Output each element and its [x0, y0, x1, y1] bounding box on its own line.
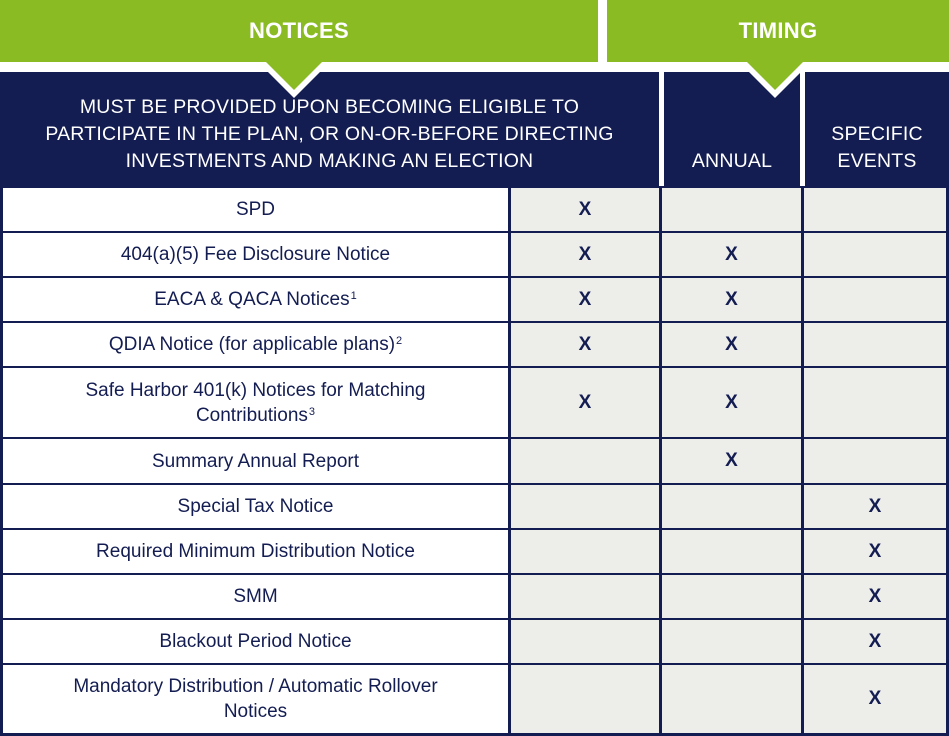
notice-name: EACA & QACA Notices$^1$	[3, 278, 508, 321]
eligibility-mark: X	[511, 233, 659, 276]
eligibility-header-line: PARTICIPATE IN THE PLAN, OR ON-OR-BEFORE DIRECTING	[45, 123, 614, 145]
notice-name: Mandatory Distribution / Automatic Rollover Notices	[3, 665, 508, 733]
timing-title: TIMING	[738, 18, 818, 43]
notices-title: NOTICES	[249, 18, 349, 43]
eligibility-mark: X	[511, 278, 659, 321]
annual-mark	[662, 575, 801, 618]
notice-name: Blackout Period Notice	[3, 620, 508, 663]
annual-mark: X	[662, 278, 801, 321]
timing-banner	[607, 0, 949, 62]
notice-name: Summary Annual Report	[3, 439, 508, 483]
eligibility-header-line: INVESTMENTS AND MAKING AN ELECTION	[125, 150, 534, 172]
specific-events-mark	[804, 368, 946, 437]
table-row	[0, 186, 949, 231]
notice-name: Required Minimum Distribution Notice	[3, 530, 508, 573]
annual-mark	[662, 188, 801, 231]
annual-mark: X	[662, 323, 801, 366]
eligibility-header-line: MUST BE PROVIDED UPON BECOMING ELIGIBLE TO	[79, 96, 580, 118]
table-row	[0, 366, 949, 437]
notices-chevron-icon	[266, 62, 322, 90]
specific-events-mark: X	[804, 530, 946, 573]
eligibility-mark: X	[511, 368, 659, 437]
footnote-marker: 1	[350, 290, 357, 302]
eligibility-mark: X	[511, 323, 659, 366]
notice-name: Safe Harbor 401(k) Notices for Matching Contributions$^3$	[3, 368, 508, 437]
specific-events-mark	[804, 323, 946, 366]
annual-header-label: ANNUAL	[691, 150, 773, 172]
notice-name: 404(a)(5) Fee Disclosure Notice	[3, 233, 508, 276]
table-row	[0, 231, 949, 276]
annual-mark: X	[662, 439, 801, 483]
specific-events-mark	[804, 439, 946, 483]
specific-events-header-line: EVENTS	[837, 150, 917, 172]
annual-mark	[662, 620, 801, 663]
table-row	[0, 663, 949, 733]
notice-name: Special Tax Notice	[3, 485, 508, 528]
annual-mark: X	[662, 233, 801, 276]
specific-events-column-header	[805, 72, 949, 186]
notice-name: QDIA Notice (for applicable plans)$^2$	[3, 323, 508, 366]
eligibility-mark	[511, 665, 659, 733]
footnote-marker: 3	[308, 405, 316, 418]
eligibility-mark	[511, 620, 659, 663]
timing-chevron-icon	[747, 62, 803, 90]
annual-mark	[662, 485, 801, 528]
eligibility-mark	[511, 575, 659, 618]
table-row	[0, 573, 949, 618]
notices-table	[0, 186, 949, 736]
eligibility-mark	[511, 485, 659, 528]
table-row	[0, 483, 949, 528]
table-row	[0, 618, 949, 663]
footnote-marker: 2	[396, 335, 403, 347]
specific-events-mark	[804, 278, 946, 321]
eligibility-mark	[511, 439, 659, 483]
specific-events-header-line: SPECIFIC	[831, 123, 923, 145]
eligibility-mark: X	[511, 188, 659, 231]
eligibility-mark	[511, 530, 659, 573]
table-row	[0, 321, 949, 366]
annual-mark: X	[662, 368, 801, 437]
notice-name: SMM	[3, 575, 508, 618]
notice-name: SPD	[3, 188, 508, 231]
specific-events-mark	[804, 233, 946, 276]
specific-events-mark: X	[804, 485, 946, 528]
annual-mark	[662, 530, 801, 573]
table-row	[0, 437, 949, 483]
table-row	[0, 276, 949, 321]
specific-events-mark: X	[804, 620, 946, 663]
specific-events-mark	[804, 188, 946, 231]
specific-events-mark: X	[804, 575, 946, 618]
table-row	[0, 528, 949, 573]
annual-mark	[662, 665, 801, 733]
specific-events-mark: X	[804, 665, 946, 733]
notices-banner	[0, 0, 598, 62]
